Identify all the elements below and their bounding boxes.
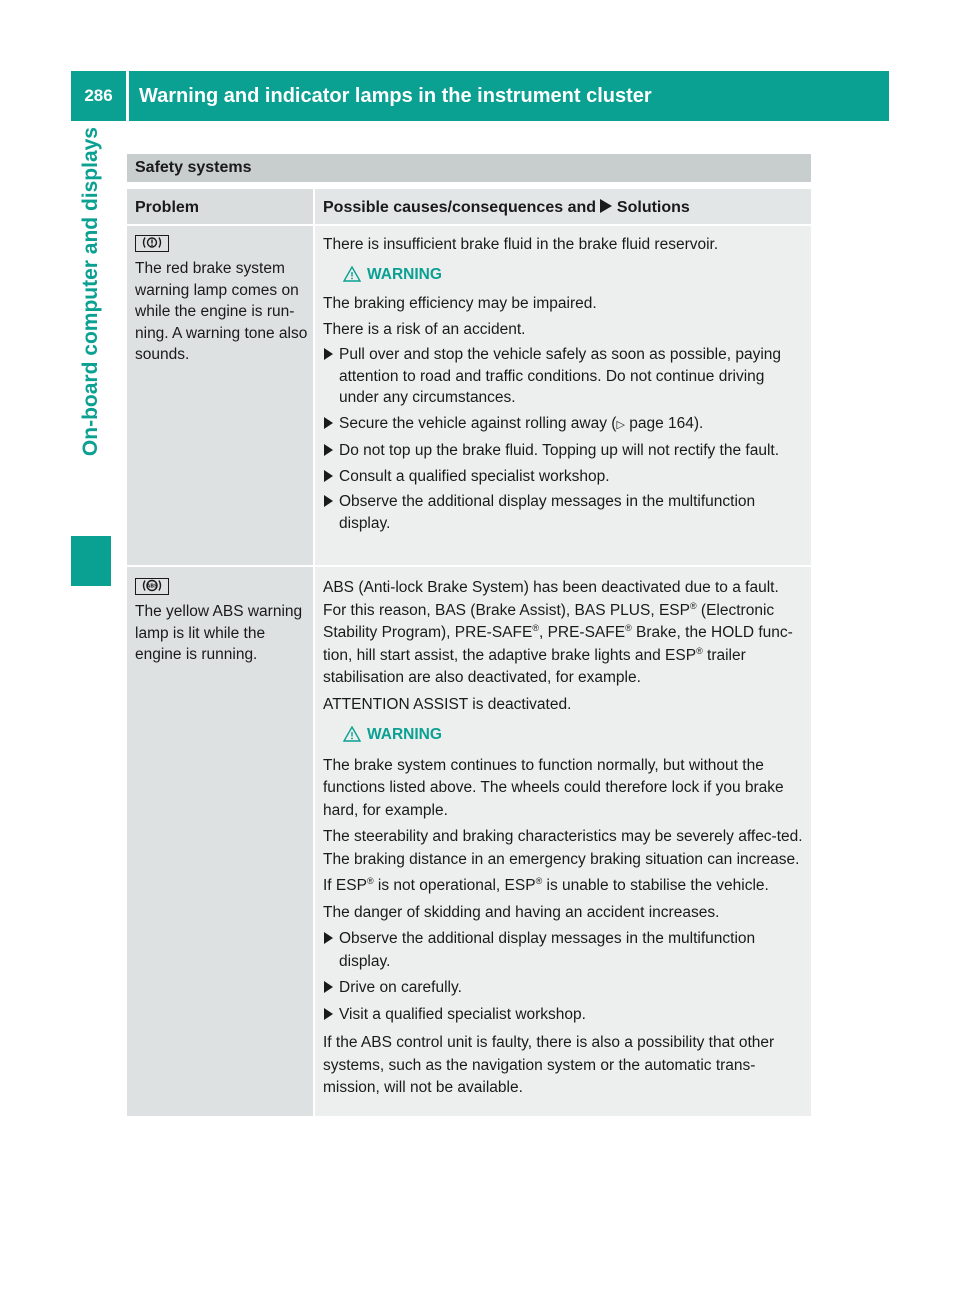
warning-text: There is a risk of an accident. [323,320,526,338]
column-header-solutions-text: Solutions [616,199,690,216]
warning-text-part: is not operational, ESP [373,877,536,894]
step-text: Consult a qualified specialist workshop. [339,467,610,485]
chapter-tab-label: On-board computer and displays [79,127,102,457]
warning-text [323,875,805,898]
solution-cell [315,226,811,565]
section-title: Safety systems [135,159,252,176]
action-step [323,466,805,488]
registered-mark: ® [532,622,539,633]
abs-warning-lamp-icon [135,578,169,595]
cause-text-part: ABS (Anti-lock Brake System) has been deactivated due to a fault. For this reason, BAS (Brake Assist), BAS PLUS, ESP [323,579,779,619]
step-arrow-icon [324,348,333,360]
chapter-marker [71,536,111,586]
step-text: Drive on carefully. [339,979,462,996]
action-step [323,344,805,409]
action-step [323,928,805,973]
table-row-brake [127,226,811,565]
warning-text-part: If ESP [323,877,367,894]
step-arrow-icon [324,417,333,429]
warning-text: The danger of skidding and having an accident increases. [323,903,720,921]
registered-mark: ® [366,875,374,886]
cause-text-part: Brake, the HOLD func-tion, hill start assist, the adaptive brake lights and ESP [323,624,793,664]
lamp-table [127,189,811,1116]
warning-heading [343,724,805,747]
step-text: Pull over and stop the vehicle safely as soon as possible, paying attention to road and traffic conditions. Do not continue driving under any circumstances. [339,346,782,406]
svg-text:ABS: ABS [146,583,158,590]
page-title: Warning and indicator lamps in the instrument cluster [139,85,652,107]
action-step [323,977,805,1000]
registered-mark: ® [535,875,543,886]
page-ref-icon: ▷ [616,418,625,431]
cause-text: There is insufficient brake fluid in the brake fluid reservoir. [323,236,719,253]
step-arrow-icon [324,932,333,944]
step-arrow-icon [324,1008,333,1020]
cause-text-part: (Electronic Stability Program), PRE-SAFE [323,601,775,641]
step-text: Secure the vehicle against rolling away ( [339,414,617,432]
note-text: If the ABS control unit is faulty, there is also a possibility that other systems, such as the navigation system or the automatic trans-mission, will not be available. [323,1034,775,1096]
step-arrow-icon [324,495,333,507]
step-arrow-icon [324,981,333,993]
section-header [127,154,811,182]
step-text: Visit a qualified specialist workshop. [339,1005,586,1023]
problem-cell [127,567,313,1116]
arrow-right-icon [600,199,612,213]
page-ref-link[interactable]: page 164). [624,414,704,432]
problem-cell [127,226,313,565]
table-header [127,189,811,224]
action-step [323,1004,805,1027]
registered-mark: ® [696,645,703,656]
column-header-solution [315,189,811,224]
brake-warning-lamp-icon [135,235,169,252]
warning-heading [343,264,805,286]
cause-text [323,577,805,690]
cause-text: ATTENTION ASSIST is deactivated. [323,695,572,713]
chapter-tab [71,121,111,586]
cause-text-part: , PRE-SAFE [538,624,626,641]
warning-label: WARNING [367,265,442,283]
step-text: Observe the additional display messages in the multifunction display. [339,493,756,532]
warning-triangle-icon [343,726,361,742]
problem-text: The red brake system warning lamp comes on while the engine is run-ning. A warning tone also sounds. [135,260,308,363]
page-number: 286 [84,86,113,105]
step-text: Observe the additional display messages in the multifunction display. [339,930,756,970]
column-header-solution-text: Possible causes/consequences and [323,199,597,216]
warning-text: The brake system continues to function normally, but without the functions listed above. The wheels could therefore lock if you brake hard, for example. [323,756,784,819]
table-row-abs [127,567,811,1116]
action-step [323,440,805,462]
registered-mark: ® [625,622,632,633]
solution-cell [315,567,811,1116]
problem-text: The yellow ABS warning lamp is lit while the engine is running. [135,603,303,663]
warning-label: WARNING [367,726,442,743]
column-header-problem: Problem [127,189,313,224]
step-arrow-icon [324,444,333,456]
cause-text-part: trailer stabilisation are also deactivated, for example. [323,646,746,686]
header-divider [126,71,129,121]
step-arrow-icon [324,470,333,482]
action-step [323,491,805,534]
warning-text: The braking efficiency may be impaired. [323,295,597,312]
page-header [71,71,889,121]
warning-text-part: is unable to stabilise the vehicle. [542,877,769,894]
step-text: Do not top up the brake fluid. Topping up will not rectify the fault. [339,442,780,459]
warning-text: The steerability and braking characteristics may be severely affec-ted. The braking distance in an emergency braking situation can increase. [323,828,803,868]
action-step [323,413,805,437]
registered-mark: ® [689,600,697,611]
warning-triangle-icon [343,266,361,282]
